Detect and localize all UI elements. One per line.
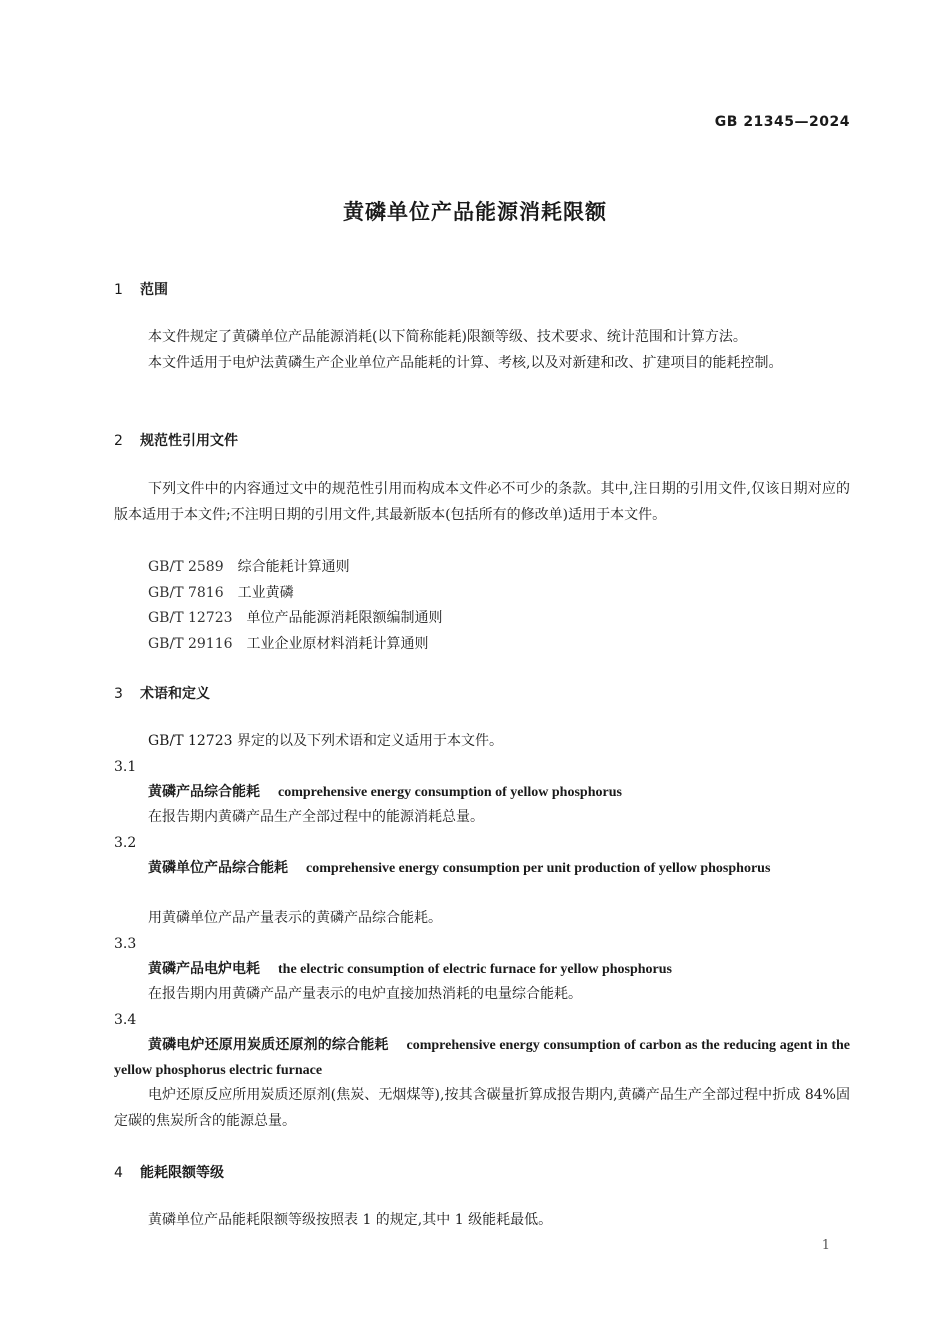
term-number: 3.2 [114,835,137,851]
term-definition: 用黄磷单位产品产量表示的黄磷产品综合能耗。 [148,910,442,926]
document-title: 黄磷单位产品能源消耗限额 [343,200,607,224]
page-number: 1 [821,1238,830,1253]
term-entry [114,780,850,805]
term-entry [114,957,850,982]
term-definition: 电炉还原反应所用炭质还原剂(焦炭、无烟煤等),按其含碳量折算成报告期内,黄磷产品生产全部过程中折成 84%固定碳的焦炭所含的能源总量。 [114,1087,850,1129]
standard-code: GB 21345—2024 [714,114,850,130]
section-title: 术语和定义 [140,686,210,702]
reference-code: GB/T 2589 [148,559,224,575]
term-chinese: 黄磷单位产品综合能耗 [148,860,288,876]
section-title: 规范性引用文件 [140,433,238,449]
normative-reference [148,556,350,576]
section-3-heading [114,683,210,703]
term-definition: 在报告期内黄磷产品生产全部过程中的能源消耗总量。 [148,809,484,825]
term-entry [114,856,850,881]
paragraph: GB/T 12723 界定的以及下列术语和定义适用于本文件。 [148,733,503,749]
section-number: 4 [114,1165,123,1181]
normative-reference [148,607,443,627]
section-title: 范围 [140,282,168,298]
reference-name: 工业黄磷 [237,585,294,601]
term-english: comprehensive energy consumption of yellow phosphorus [278,785,622,800]
term-chinese: 黄磷电炉还原用炭质还原剂的综合能耗 [148,1037,389,1053]
term-chinese: 黄磷产品综合能耗 [148,784,260,800]
paragraph: 下列文件中的内容通过文中的规范性引用而构成本文件必不可少的条款。其中,注日期的引用文件,仅该日期对应的版本适用于本文件;不注明日期的引用文件,其最新版本(包括所有的修改单)适用于本文件。 [114,481,850,523]
term-number: 3.1 [114,759,137,775]
section-1-heading [114,279,168,299]
term-chinese: 黄磷产品电炉电耗 [148,961,260,977]
term-english: the electric consumption of electric furnace for yellow phosphorus [278,962,673,977]
reference-code: GB/T 12723 [148,610,233,626]
reference-name: 工业企业原材料消耗计算通则 [246,636,429,652]
term-number: 3.3 [114,936,137,952]
normative-reference [148,633,429,653]
reference-name: 单位产品能源消耗限额编制通则 [246,610,443,626]
reference-code: GB/T 29116 [148,636,233,652]
term-definition: 在报告期内用黄磷产品产量表示的电炉直接加热消耗的电量综合能耗。 [148,986,582,1002]
term-english: comprehensive energy consumption per unit production of yellow phosphorus [306,861,771,876]
reference-name: 综合能耗计算通则 [237,559,350,575]
section-number: 1 [114,282,123,298]
normative-reference [148,582,294,602]
section-number: 2 [114,433,123,449]
term-entry [114,1033,850,1083]
paragraph: 本文件适用于电炉法黄磷生产企业单位产品能耗的计算、考核,以及对新建和改、扩建项目的能耗控制。 [148,355,783,371]
term-number: 3.4 [114,1012,137,1028]
paragraph: 本文件规定了黄磷单位产品能源消耗(以下简称能耗)限额等级、技术要求、统计范围和计算方法。 [148,329,747,345]
section-number: 3 [114,686,123,702]
term-english: comprehensive energy consumption of carbon as the reducing agent in the yellow phosphorus electric furnace [114,1038,850,1078]
section-4-heading [114,1162,224,1182]
paragraph: 黄磷单位产品能耗限额等级按照表 1 的规定,其中 1 级能耗最低。 [148,1212,553,1228]
section-title: 能耗限额等级 [140,1165,224,1181]
reference-code: GB/T 7816 [148,585,224,601]
section-2-heading [114,430,238,450]
